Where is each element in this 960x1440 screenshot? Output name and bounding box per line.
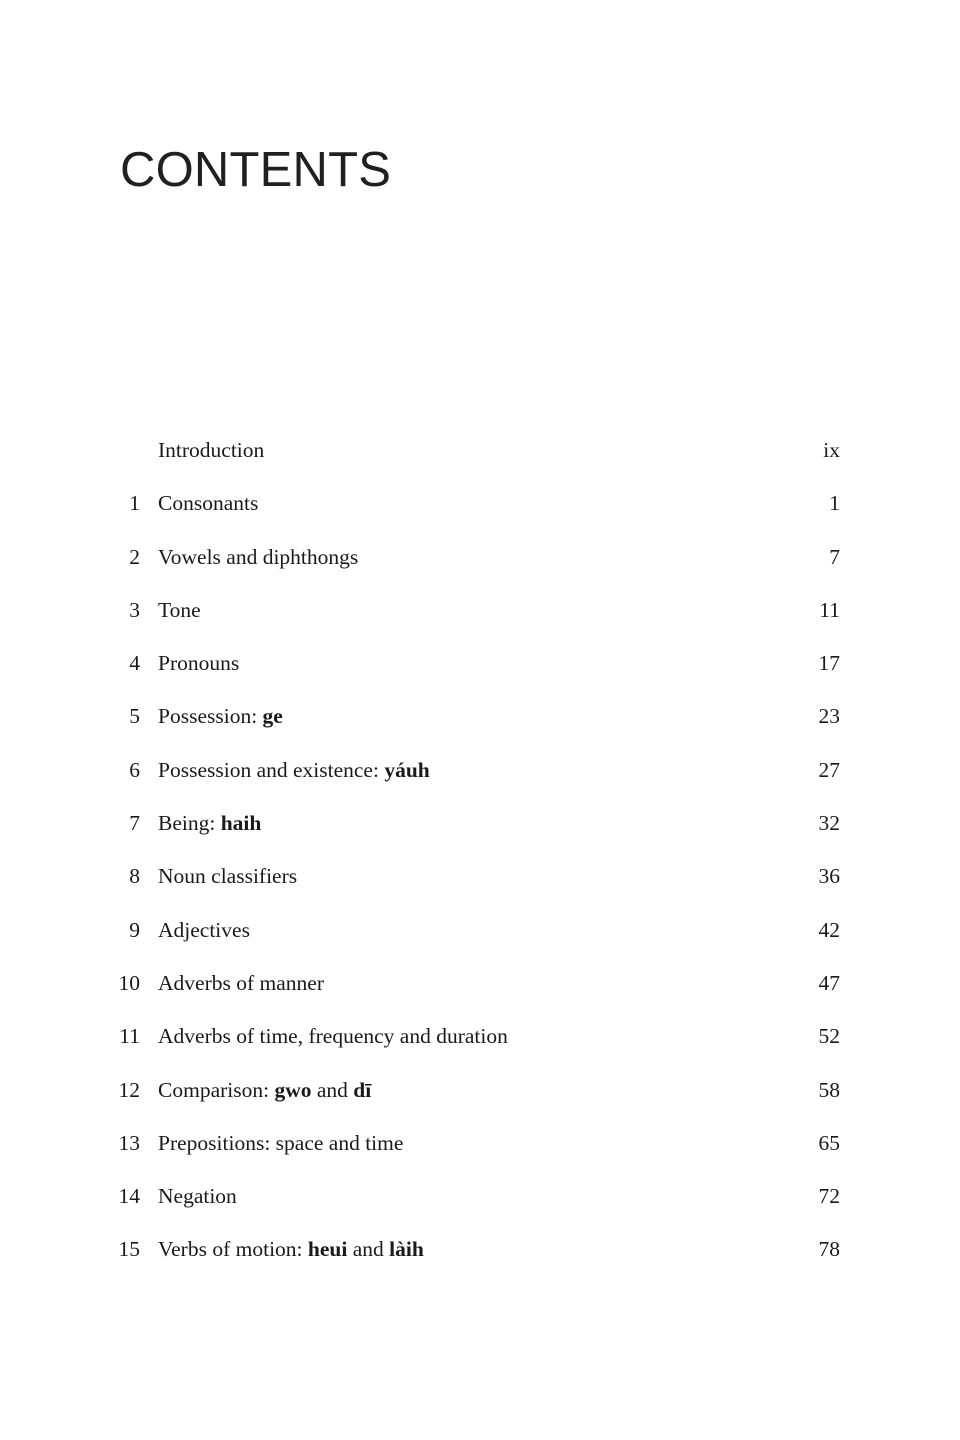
table-of-contents <box>0 424 960 1277</box>
toc-entry-page-number: 23 <box>818 704 840 729</box>
toc-entry-page-number: 32 <box>818 811 840 836</box>
toc-entry-text: Adjectives <box>158 917 250 942</box>
toc-entry-page-number: 42 <box>818 917 840 942</box>
toc-entry-text: Being: <box>158 811 221 836</box>
toc-list <box>0 424 960 1277</box>
toc-entry-title[interactable] <box>158 850 830 903</box>
toc-entry-page-number: 7 <box>829 544 840 569</box>
toc-entry[interactable] <box>0 904 960 957</box>
toc-entry-text: Possession: <box>158 704 263 729</box>
toc-entry-number: 14 <box>118 1184 140 1209</box>
toc-entry-title[interactable] <box>158 477 830 530</box>
toc-entry-number: 6 <box>129 757 140 782</box>
toc-entry[interactable] <box>0 850 960 903</box>
toc-entry[interactable] <box>0 1223 960 1276</box>
toc-entry-title[interactable] <box>158 690 830 743</box>
toc-entry-text: Verbs of motion: <box>158 1237 308 1262</box>
toc-entry-number: 5 <box>129 704 140 729</box>
toc-entry-number: 10 <box>118 970 140 995</box>
toc-entry-text: Adverbs of manner <box>158 970 324 995</box>
toc-entry-page-number: 17 <box>818 651 840 676</box>
toc-entry-text: Pronouns <box>158 651 240 676</box>
toc-entry-number: 8 <box>129 864 140 889</box>
toc-entry[interactable] <box>0 690 960 743</box>
toc-entry-number: 1 <box>129 491 140 516</box>
toc-entry-term: làih <box>389 1237 424 1262</box>
toc-entry-number: 13 <box>118 1130 140 1155</box>
toc-entry-text: Possession and existence: <box>158 757 385 782</box>
toc-entry-page-number: 11 <box>819 597 840 622</box>
toc-entry[interactable] <box>0 424 960 477</box>
toc-entry-title[interactable] <box>158 1170 830 1223</box>
toc-entry-title[interactable] <box>158 1064 830 1117</box>
toc-entry-title[interactable] <box>158 424 830 477</box>
toc-entry-title[interactable] <box>158 797 830 850</box>
toc-entry-term: heui <box>307 1237 348 1262</box>
toc-entry-page-number: 65 <box>818 1130 840 1155</box>
toc-entry[interactable] <box>0 797 960 850</box>
toc-entry-text: Comparison: <box>158 1077 275 1102</box>
toc-entry-term: ge <box>262 704 283 729</box>
toc-entry-title[interactable] <box>158 531 830 584</box>
toc-entry-term: dī <box>353 1077 372 1102</box>
toc-entry-number: 7 <box>129 811 140 836</box>
toc-entry-text: Tone <box>158 597 201 622</box>
toc-entry-number: 15 <box>118 1237 140 1262</box>
toc-entry[interactable] <box>0 531 960 584</box>
toc-entry-text: Noun classifiers <box>158 864 298 889</box>
toc-entry-number: 9 <box>129 917 140 942</box>
toc-entry-number: 2 <box>129 544 140 569</box>
toc-entry-term: yáuh <box>384 757 430 782</box>
page-title: CONTENTS <box>120 142 392 197</box>
toc-entry-text: Introduction <box>158 438 265 462</box>
toc-entry-text: Prepositions: space and time <box>158 1130 404 1155</box>
toc-entry-text: Negation <box>158 1184 237 1209</box>
toc-entry-page-number: 27 <box>818 757 840 782</box>
toc-entry-page-number: 58 <box>818 1077 840 1102</box>
toc-entry[interactable] <box>0 957 960 1010</box>
toc-entry-text: Consonants <box>158 491 259 516</box>
toc-entry-title[interactable] <box>158 744 830 797</box>
toc-entry[interactable] <box>0 1064 960 1117</box>
toc-entry-page-number: 78 <box>818 1237 840 1262</box>
toc-entry[interactable] <box>0 1117 960 1170</box>
toc-entry[interactable] <box>0 1010 960 1063</box>
toc-entry-title[interactable] <box>158 957 830 1010</box>
toc-entry-title[interactable] <box>158 904 830 957</box>
toc-entry-title[interactable] <box>158 1223 830 1276</box>
toc-entry-text: Vowels and diphthongs <box>158 544 359 569</box>
toc-entry-text: and <box>311 1077 354 1102</box>
toc-entry-page-number: 72 <box>818 1184 840 1209</box>
toc-entry[interactable] <box>0 477 960 530</box>
toc-entry[interactable] <box>0 1170 960 1223</box>
toc-entry-number: 11 <box>119 1024 140 1049</box>
toc-entry-term: haih <box>220 811 262 836</box>
toc-entry[interactable] <box>0 584 960 637</box>
toc-entry-number: 4 <box>129 651 140 676</box>
toc-entry-page-number: ix <box>823 438 840 462</box>
toc-entry-page-number: 47 <box>818 970 840 995</box>
toc-entry-number: 3 <box>129 597 140 622</box>
toc-entry-title[interactable] <box>158 584 830 637</box>
toc-entry-title[interactable] <box>158 637 830 690</box>
toc-entry-title[interactable] <box>158 1117 830 1170</box>
toc-entry-page-number: 36 <box>818 864 840 889</box>
toc-entry[interactable] <box>0 744 960 797</box>
toc-entry[interactable] <box>0 637 960 690</box>
toc-entry-page-number: 52 <box>818 1024 840 1049</box>
toc-entry-text: Adverbs of time, frequency and duration <box>158 1024 508 1049</box>
toc-entry-text: and <box>347 1237 390 1262</box>
toc-entry-term: gwo <box>274 1077 312 1102</box>
toc-entry-page-number: 1 <box>829 491 840 516</box>
toc-entry-title[interactable] <box>158 1010 830 1063</box>
toc-entry-number: 12 <box>118 1077 140 1102</box>
